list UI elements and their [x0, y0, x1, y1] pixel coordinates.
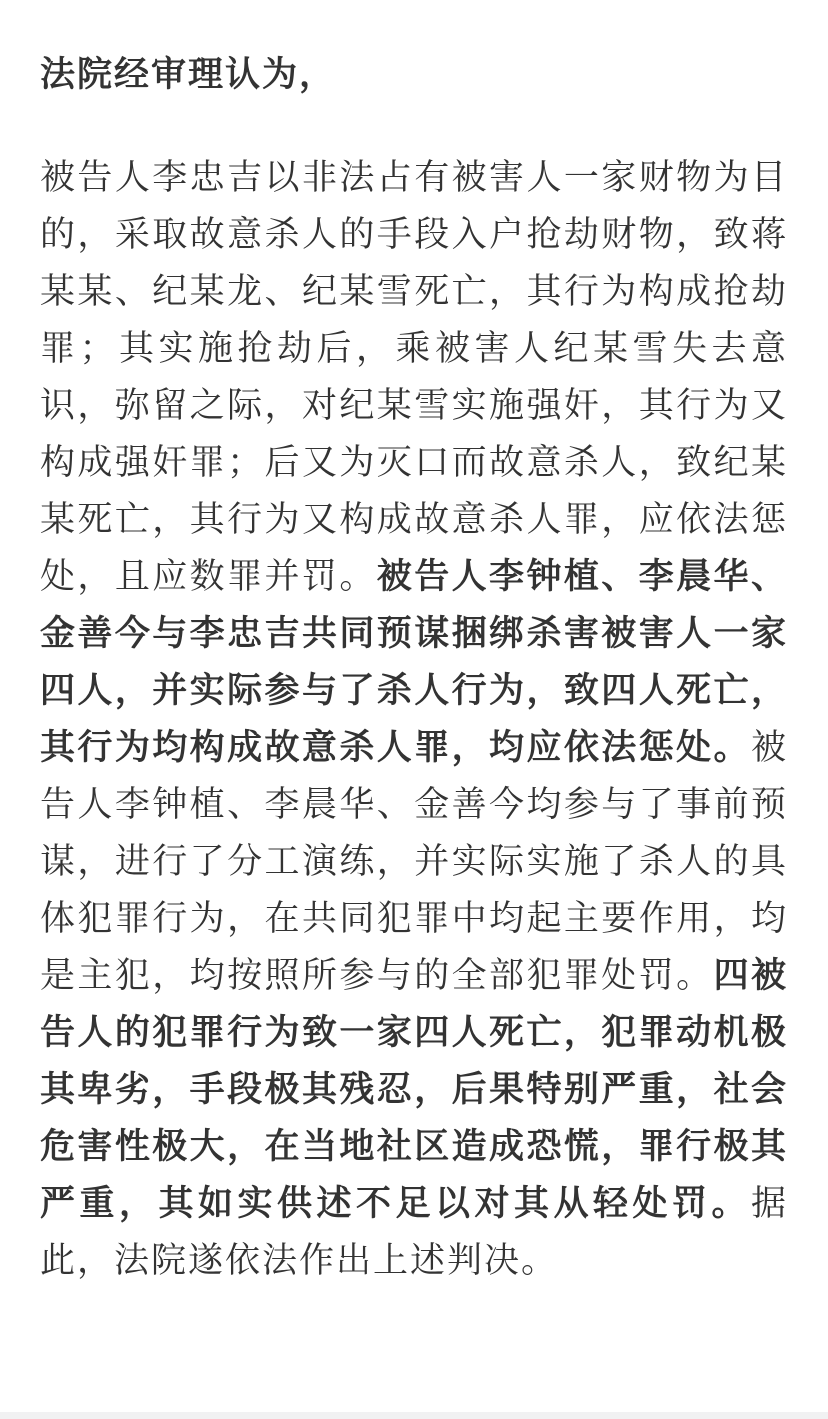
bottom-divider [0, 1412, 828, 1419]
page-title: 法院经审理认为， [40, 55, 337, 94]
text-segment-co-defendants-murder: 被告人李钟植、李晨华、金善今与李忠吉共同预谋捆绑杀害被害人一家四人，并实际参与了杀人行为，致四人死亡，其行为均构成故意杀人罪，均应依法惩处。 [40, 557, 788, 767]
text-segment-crime-severity: 四被告人的犯罪行为致一家四人死亡，犯罪动机极其卑劣，手段极其残忍，后果特别严重，社会危害性极大，在当地社区造成恐慌，罪行极其严重，其如实供述不足以对其从轻处罚。 [40, 956, 788, 1223]
text-segment-robbery-rape-murder: 被告人李忠吉以非法占有被害人一家财物为目的，采取故意杀人的手段入户抢劫财物，致蒋某某、纪某龙、纪某雪死亡，其行为构成抢劫罪；其实施抢劫后，乘被害人纪某雪失去意识，弥留之际，对纪某雪实施强奸，其行为又构成强奸罪；后又为灭口而故意杀人，致纪某某死亡，其行为又构成故意杀人罪，应依法惩处，且应数罪并罚。 [40, 158, 788, 596]
text-segment-verdict-conclusion: 据此，法院遂依法作出上述判决。 [40, 1184, 788, 1280]
body-paragraph [40, 149, 788, 1289]
text-segment-principal-offenders: 被告人李钟植、李晨华、金善今均参与了事前预谋，进行了分工演练，并实际实施了杀人的具体犯罪行为，在共同犯罪中均起主要作用，均是主犯，均按照所参与的全部犯罪处罚。 [40, 728, 788, 995]
